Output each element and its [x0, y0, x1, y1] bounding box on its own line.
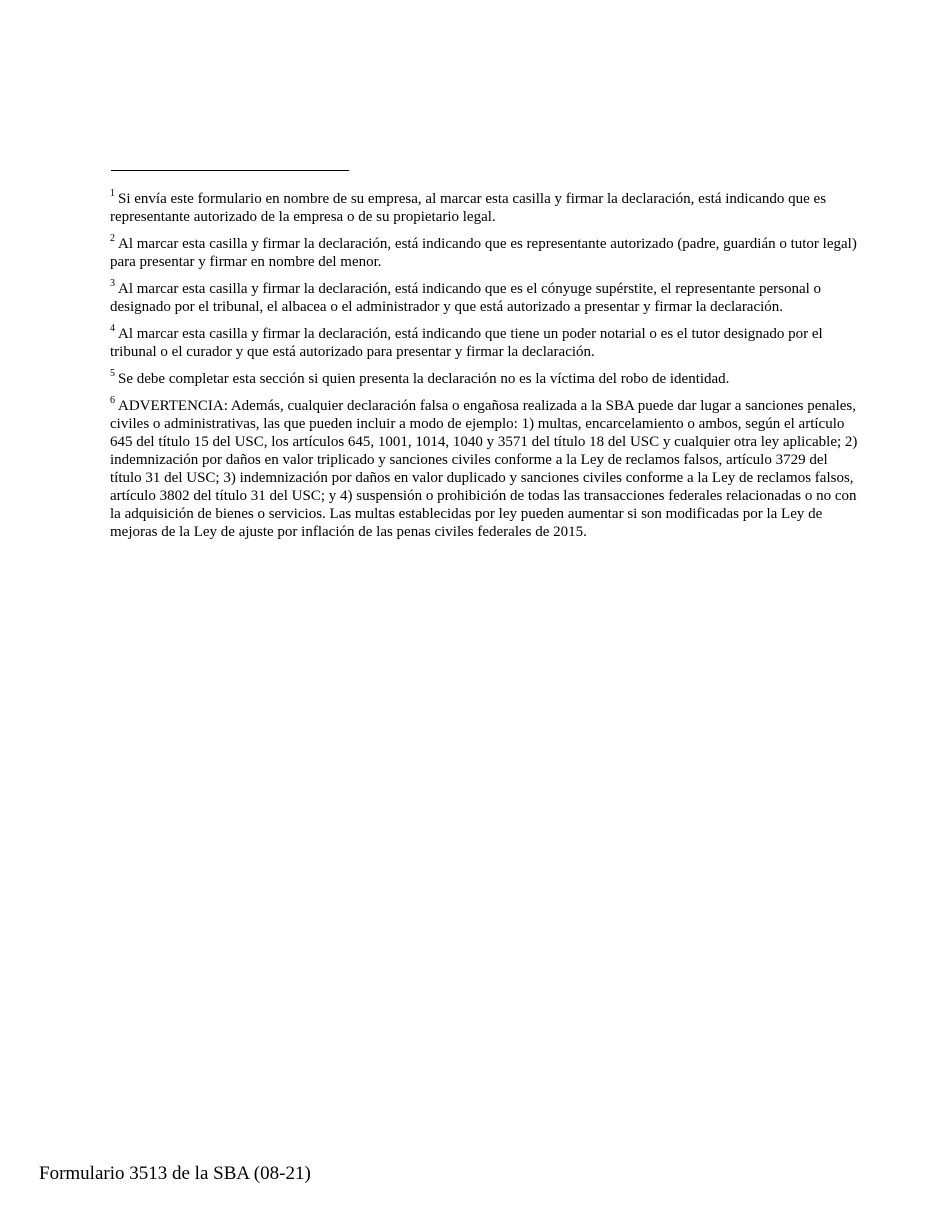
footnote-1: [110, 190, 862, 226]
footnote-text: Al marcar esta casilla y firmar la declaración, está indicando que es representante autorizado (padre, guardián o tutor legal) para presentar y firmar en nombre del menor.: [110, 236, 857, 270]
footnote-number: 5: [110, 368, 115, 379]
form-identifier: Formulario 3513 de la SBA (08-21): [39, 1163, 311, 1184]
footnote-text: Si envía este formulario en nombre de su empresa, al marcar esta casilla y firmar la declaración, está indicando que es representante autorizado de la empresa o de su propietario legal.: [110, 191, 827, 225]
footnote-text: Al marcar esta casilla y firmar la declaración, está indicando que tiene un poder notarial o es el tutor designado por el tribunal o el curador y que está autorizado para presentar y firmar la declaración.: [110, 326, 823, 360]
footnote-number: 6: [110, 395, 115, 406]
footnote-number: 3: [110, 278, 115, 289]
footnote-text: Al marcar esta casilla y firmar la declaración, está indicando que es el cónyuge supérstite, el representante personal o designado por el tribunal, el albacea o el administrador y que está autorizado a presentar y firmar la declaración.: [110, 281, 822, 315]
footnote-text: ADVERTENCIA: Además, cualquier declaración falsa o engañosa realizada a la SBA puede dar lugar a sanciones penales, civiles o administrativas, las que pueden incluir a modo de ejemplo: 1) multas, encarcelamiento o ambos, según el artículo 645 del título 15 del USC, los artículos 645, 1001, 1014, 1040 y 3571 del título 18 del USC y cualquier otra ley aplicable; 2) indemnización por daños en valor triplicado y sanciones civiles conforme a la Ley de reclamos falsos, artículo 3729 del título 31 del USC; 3) indemnización por daños en valor duplicado y sanciones civiles conforme a la Ley de reclamos falsos, artículo 3802 del título 31 del USC; y 4) suspensión o prohibición de todas las transacciones federales relacionadas o no con la adquisición de bienes o servicios. Las multas establecidas por ley pueden aumentar si son modificadas por la Ley de mejoras de la Ley de ajuste por inflación de las penas civiles federales de 2015.: [110, 398, 858, 540]
footnote-number: 1: [110, 188, 115, 199]
footnote-text: Se debe completar esta sección si quien presenta la declaración no es la víctima del robo de identidad.: [118, 371, 730, 387]
footnote-5: [110, 370, 862, 388]
footnote-2: [110, 235, 862, 271]
footnote-number: 2: [110, 233, 115, 244]
footnote-3: [110, 280, 862, 316]
footnotes-section: [110, 190, 862, 550]
footnote-4: [110, 325, 862, 361]
footnote-separator: [111, 170, 349, 171]
footnote-6-warning: [110, 397, 862, 541]
footnote-number: 4: [110, 323, 115, 334]
